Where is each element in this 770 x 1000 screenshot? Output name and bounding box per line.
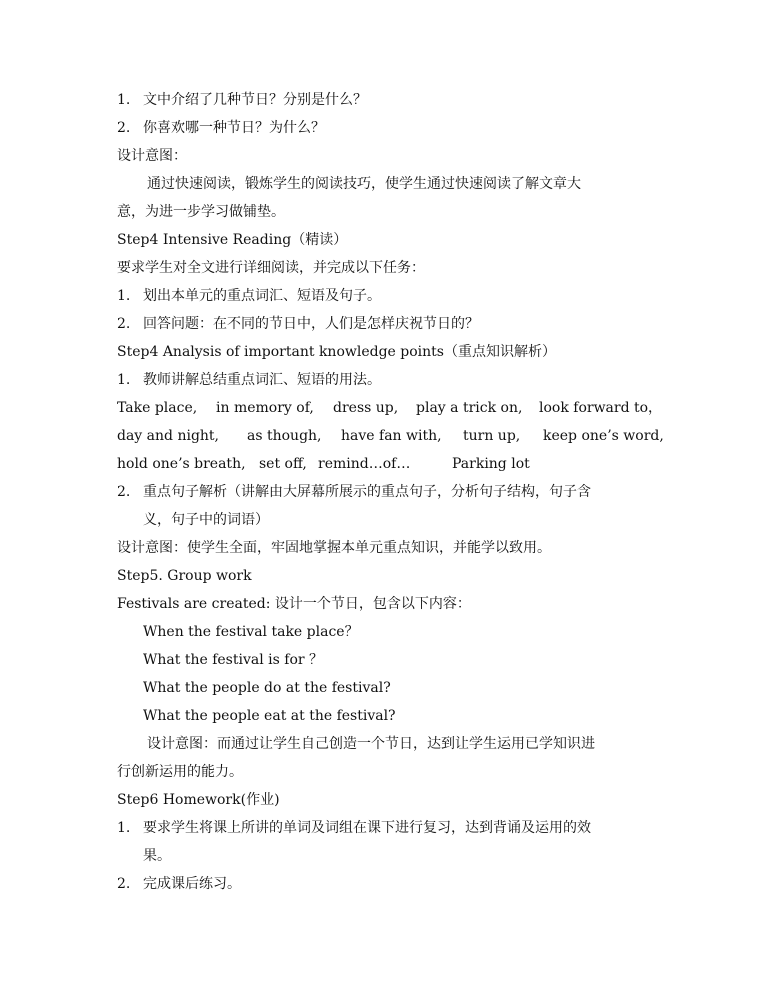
key-phrase: day and night, — [117, 428, 219, 444]
paragraph-line: Festivals are created: 设计一个节日，包含以下内容： — [117, 596, 471, 612]
key-phrase: keep one’s word, — [543, 428, 664, 444]
list-number: 1. — [117, 92, 131, 108]
list-number: 2. — [117, 876, 131, 892]
paragraph-line: 设计意图：而通过让学生自己创造一个节日，达到让学生运用已学知识进 — [147, 736, 595, 752]
step-heading: Step5. Group work — [117, 568, 252, 584]
list-item — [117, 286, 381, 306]
list-item — [117, 118, 325, 138]
list-text: 要求学生将课上所讲的单词及词组在课下进行复习，达到背诵及运用的效 — [143, 820, 591, 836]
paragraph-line: 设计意图：使学生全面，牢固地掌握本单元重点知识，并能学以致用。 — [117, 540, 551, 556]
key-phrase: hold one’s breath, — [117, 456, 246, 472]
list-item — [117, 818, 591, 838]
list-number: 1. — [117, 288, 131, 304]
list-text: 划出本单元的重点词汇、短语及句子。 — [143, 288, 381, 304]
list-item — [117, 370, 381, 390]
list-item — [117, 314, 479, 334]
key-phrase: have fan with, — [341, 428, 442, 444]
key-phrase: as though, — [247, 428, 322, 444]
list-number: 1. — [117, 372, 131, 388]
section-label: 设计意图： — [117, 148, 187, 164]
step-heading: Step4 Analysis of important knowledge points（重点知识解析） — [117, 344, 556, 360]
key-phrase: look forward to， — [539, 400, 663, 416]
list-item — [117, 874, 241, 894]
key-phrase: set off, — [259, 456, 307, 472]
list-number: 2. — [117, 120, 131, 136]
question-line: What the festival is for ？ — [143, 652, 324, 668]
step-heading: Step4 Intensive Reading（精读） — [117, 232, 348, 248]
key-phrase: dress up, — [333, 400, 399, 416]
key-phrase: play a trick on, — [416, 400, 523, 416]
question-line: What the people do at the festival? — [143, 680, 391, 696]
list-text: 教师讲解总结重点词汇、短语的用法。 — [143, 372, 381, 388]
list-number: 2. — [117, 316, 131, 332]
list-item — [117, 482, 591, 502]
question-line: When the festival take place？ — [143, 624, 359, 640]
key-phrase: remind…of… — [318, 456, 411, 472]
list-number: 1. — [117, 820, 131, 836]
step-heading: Step6 Homework(作业) — [117, 792, 280, 808]
list-text: 回答问题：在不同的节日中，人们是怎样庆祝节日的？ — [143, 316, 479, 332]
list-text: 你喜欢哪一种节日？为什么？ — [143, 120, 325, 136]
list-text-continued: 果。 — [143, 848, 171, 864]
list-item — [117, 90, 367, 110]
key-phrase: turn up, — [463, 428, 521, 444]
key-phrase: Parking lot — [452, 456, 530, 472]
question-line: What the people eat at the festival? — [143, 708, 396, 724]
list-number: 2. — [117, 484, 131, 500]
key-phrase: Take place, — [117, 400, 198, 416]
list-text-continued: 义，句子中的词语） — [143, 512, 269, 528]
paragraph-line: 通过快速阅读，锻炼学生的阅读技巧，使学生通过快速阅读了解文章大 — [147, 176, 581, 192]
paragraph-line: 行创新运用的能力。 — [117, 764, 243, 780]
key-phrase: in memory of, — [216, 400, 314, 416]
list-text: 重点句子解析（讲解由大屏幕所展示的重点句子，分析句子结构，句子含 — [143, 484, 591, 500]
paragraph-line: 要求学生对全文进行详细阅读，并完成以下任务： — [117, 260, 425, 276]
list-text: 文中介绍了几种节日？分别是什么？ — [143, 92, 367, 108]
paragraph-line: 意，为进一步学习做铺垫。 — [117, 204, 285, 220]
list-text: 完成课后练习。 — [143, 876, 241, 892]
